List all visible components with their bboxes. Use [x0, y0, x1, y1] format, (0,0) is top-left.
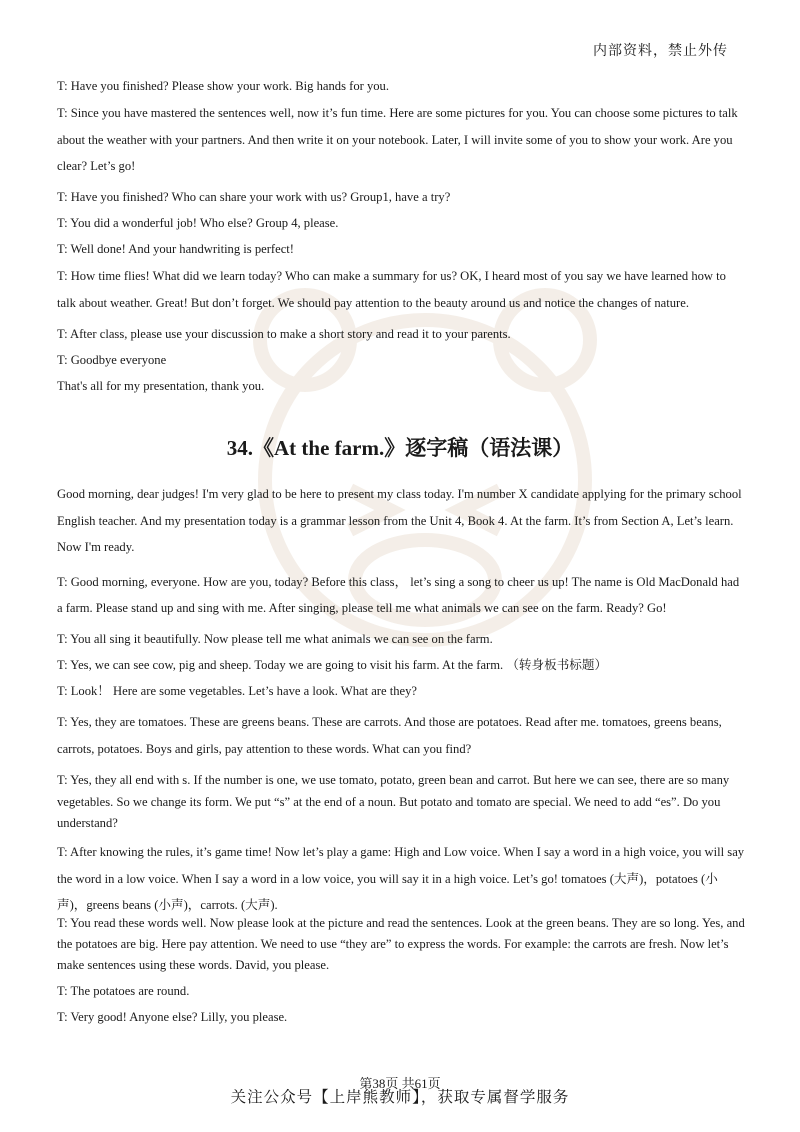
section-previous-lesson [57, 78, 745, 395]
paragraph: T: Since you have mastered the sentences well, now it’s fun time. Here are some pictures for you. You can choose some pictures to talk about the weather with your partners. And then write it on your notebook. Later, I will invite some of you to show your work. Are you clear? Let’s go! [57, 106, 738, 174]
confidential-note: 内部资料，禁止外传 [593, 44, 728, 59]
paragraph: T: You did a wonderful job! Who else? Group 4, please. [57, 216, 339, 231]
section-game [57, 839, 745, 919]
section-grammar-rule [57, 770, 745, 835]
paragraph: T: The potatoes are round. [57, 984, 190, 998]
page-number: 第38页 共61页 [359, 1076, 441, 1091]
paragraph: T: How time flies! What did we learn today? Who can make a summary for us? OK, I heard most of you say we have learned how to talk about weather. Great! But don’t forget. We should pay attention to the beauty around us and notice the changes of nature. [57, 269, 726, 310]
paragraph: T: You all sing it beautifully. Now please tell me what animals we can see on the farm. [57, 631, 493, 646]
paragraph: T: Goodbye everyone [57, 352, 167, 367]
paragraph: T: Good morning, everyone. How are you, today? Before this class， let’s sing a song to cheer us up! The name is Old MacDonald had a farm. Please stand up and sing with me. After singing, please tell me what animals we can see on the farm. Ready? Go! [57, 574, 740, 616]
paragraph: T: Yes, we can see cow, pig and sheep. Today we are going to visit his farm. At the farm. （转身板书标题） [57, 658, 608, 673]
paragraph: That's all for my presentation, thank you. [57, 379, 265, 393]
paragraph: T: Yes, they are tomatoes. These are greens beans. These are carrots. And those are potatoes. Read after me. tomatoes, greens beans, carrots, potatoes. Boys and girls, pay attention to these words. What can you find? [57, 715, 722, 756]
paragraph: Good morning, dear judges! I'm very glad to be here to present my class today. I'm number X candidate applying for the primary school English teacher. And my presentation today is a grammar lesson from the Unit 4, Book 4. At the farm. It’s from Section A, Let’s learn. Now I'm ready. [57, 487, 742, 554]
paragraph: T: Yes, they all end with s. If the number is one, we use tomato, potato, green bean and carrot. But here we can see, there are so many vegetables. So we change its form. We put “s” at the end of a noun. But potato and tomato are special. We need to add “es”. Do you understand? [57, 773, 730, 830]
paragraph: T: After knowing the rules, it’s game time! Now let’s play a game: High and Low voice. When I say a word in a high voice, you will say the word in a low voice. When I say a word in a low voice, you will say it in a high voice. Let’s go! tomatoes (大声)，potatoes (小声)，greens beans (小声)，carrots. (大声). [57, 845, 745, 912]
paragraph: T: After class, please use your discussion to make a short story and read it to your parents. [57, 326, 511, 341]
lesson-title: 34.《At the farm.》逐字稿（语法课） [226, 436, 574, 460]
paragraph: T: You read these words well. Now please look at the picture and read the sentences. Look at the green beans. They are so long. Yes, and the potatoes are big. Here pay attention. We need to use “they are” to express the words. For example: the carrots are fresh. Now let’s make sentences using these words. David, you please. [57, 916, 745, 972]
section-answers [57, 983, 745, 1026]
paragraph: T: Look！ Here are some vegetables. Let’s have a look. What are they? [57, 684, 418, 699]
paragraph: T: Have you finished? Who can share your work with us? Group1, have a try? [57, 189, 451, 204]
paragraph: T: Very good! Anyone else? Lilly, you please. [57, 1010, 288, 1025]
section-sentences [57, 913, 745, 976]
section-lesson-script [57, 481, 745, 762]
paragraph: T: Well done! And your handwriting is perfect! [57, 242, 294, 257]
paragraph: T: Have you finished? Please show your work. Big hands for you. [57, 79, 389, 93]
promo-footer: 关注公众号【上岸熊教师】，获取专属督学服务 [230, 1089, 570, 1106]
